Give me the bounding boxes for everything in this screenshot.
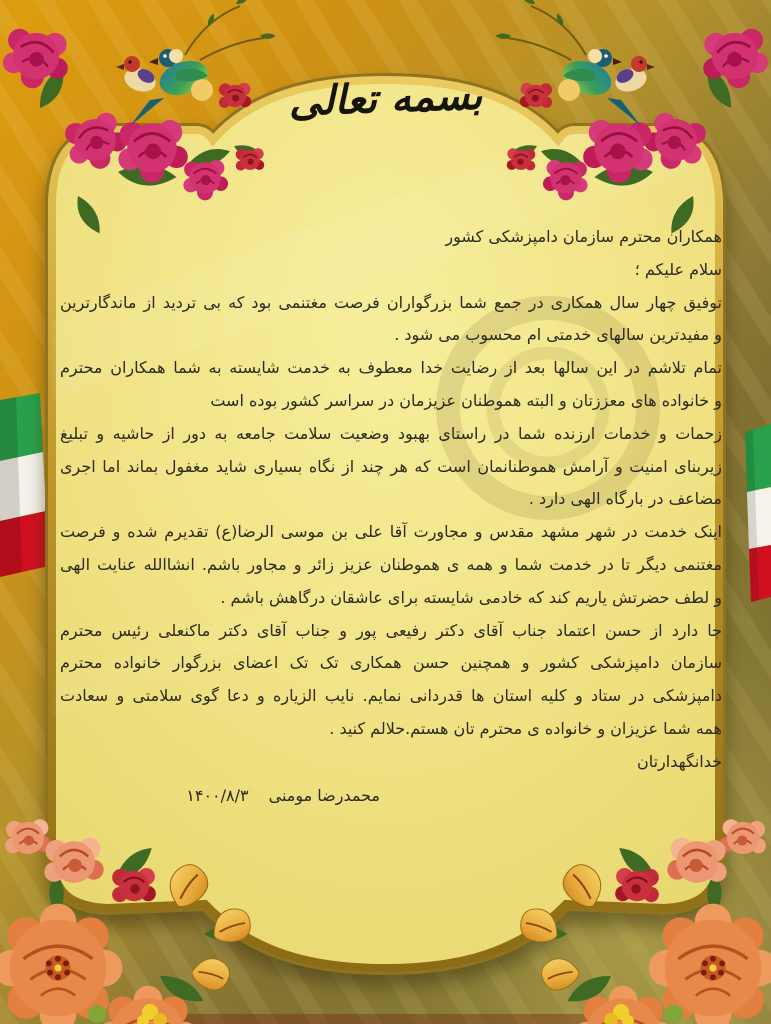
bismillah-calligraphy: بسمه تعالی <box>288 72 483 126</box>
letter-line: توفیق چهار سال همکاری در جمع شما بزرگواران فرصت مغتنمی بود که بی تردید از ماندگارترین <box>60 292 722 312</box>
letter-line: زیربنای امنیت و آرامش هموطنانمان است که هر چند از نگاه بسیاری شاید مغفول بماند اما اجری <box>60 456 722 476</box>
bottom-shadow-strip <box>150 1014 630 1024</box>
iran-flag-ribbon-right <box>745 424 771 602</box>
letter-line: خدانگهدارتان <box>636 751 722 771</box>
letter-line: جا دارد از حسن اعتماد جناب آقای دکتر رفیعی پور و جناب آقای دکتر ماکنعلی رئیس محترم <box>60 620 722 640</box>
letter-line: همه شما عزیزان و خانواده ی محترم تان هستم.حلالم کنید . <box>329 718 722 738</box>
iran-flag-ribbon-left <box>0 393 49 577</box>
letter-line: مغتنمی دیگر تا در خدمت شما و همه ی هموطنان عزیز زائر و مجاور باشم. انشاالله عنایت الهی <box>60 554 722 574</box>
letter-line: مضاعف در بارگاه الهی دارد . <box>528 489 722 509</box>
letter-body <box>60 221 722 812</box>
letter-line: زحمات و خدمات ارزنده شما در راستای بهبود وضعیت سلامت جامعه به دور از حاشیه و تبلیغ <box>60 423 722 443</box>
letter-line: اینک خدمت در شهر مشهد مقدس و مجاورت آقا علی بن موسی الرضا(ع) تقدیرم شده و فرصت <box>60 522 722 542</box>
letter-line: سلام علیکم ؛ <box>634 259 722 279</box>
letter-line: و خانواده های معززتان و البته هموطنان عزیزمان در سراسر کشور بوده است <box>210 390 722 410</box>
letter-line: سازمان دامپزشکی کشور و همچنین حسن همکاری تک تک اعضای بزرگوار خانواده محترم <box>60 653 722 673</box>
letter-line: تمام تلاشم در این سالها بعد از رضایت خدا معطوف به خدمت شایسته به شما همکاران محترم <box>60 358 722 378</box>
letter-line: دامپزشکی در ستاد و کلیه استان ها قدردانی نمایم. نایب الزیاره و دعا گوی سلامتی و سعادت <box>60 686 722 706</box>
signature-line <box>60 780 722 813</box>
signature-name: محمدرضا مومنی <box>268 785 380 805</box>
letter-line: و مفیدترین سالهای خدمتی ام محسوب می شود . <box>394 325 722 345</box>
signature-date: ۱۴۰۰/۸/۳ <box>186 785 249 805</box>
letter-line: و لطف حضرتش یاریم کند که خادمی شایسته برای عاشقان درگاهش باشم . <box>220 587 722 607</box>
letter-line: همکاران محترم سازمان دامپزشکی کشور <box>445 227 722 246</box>
